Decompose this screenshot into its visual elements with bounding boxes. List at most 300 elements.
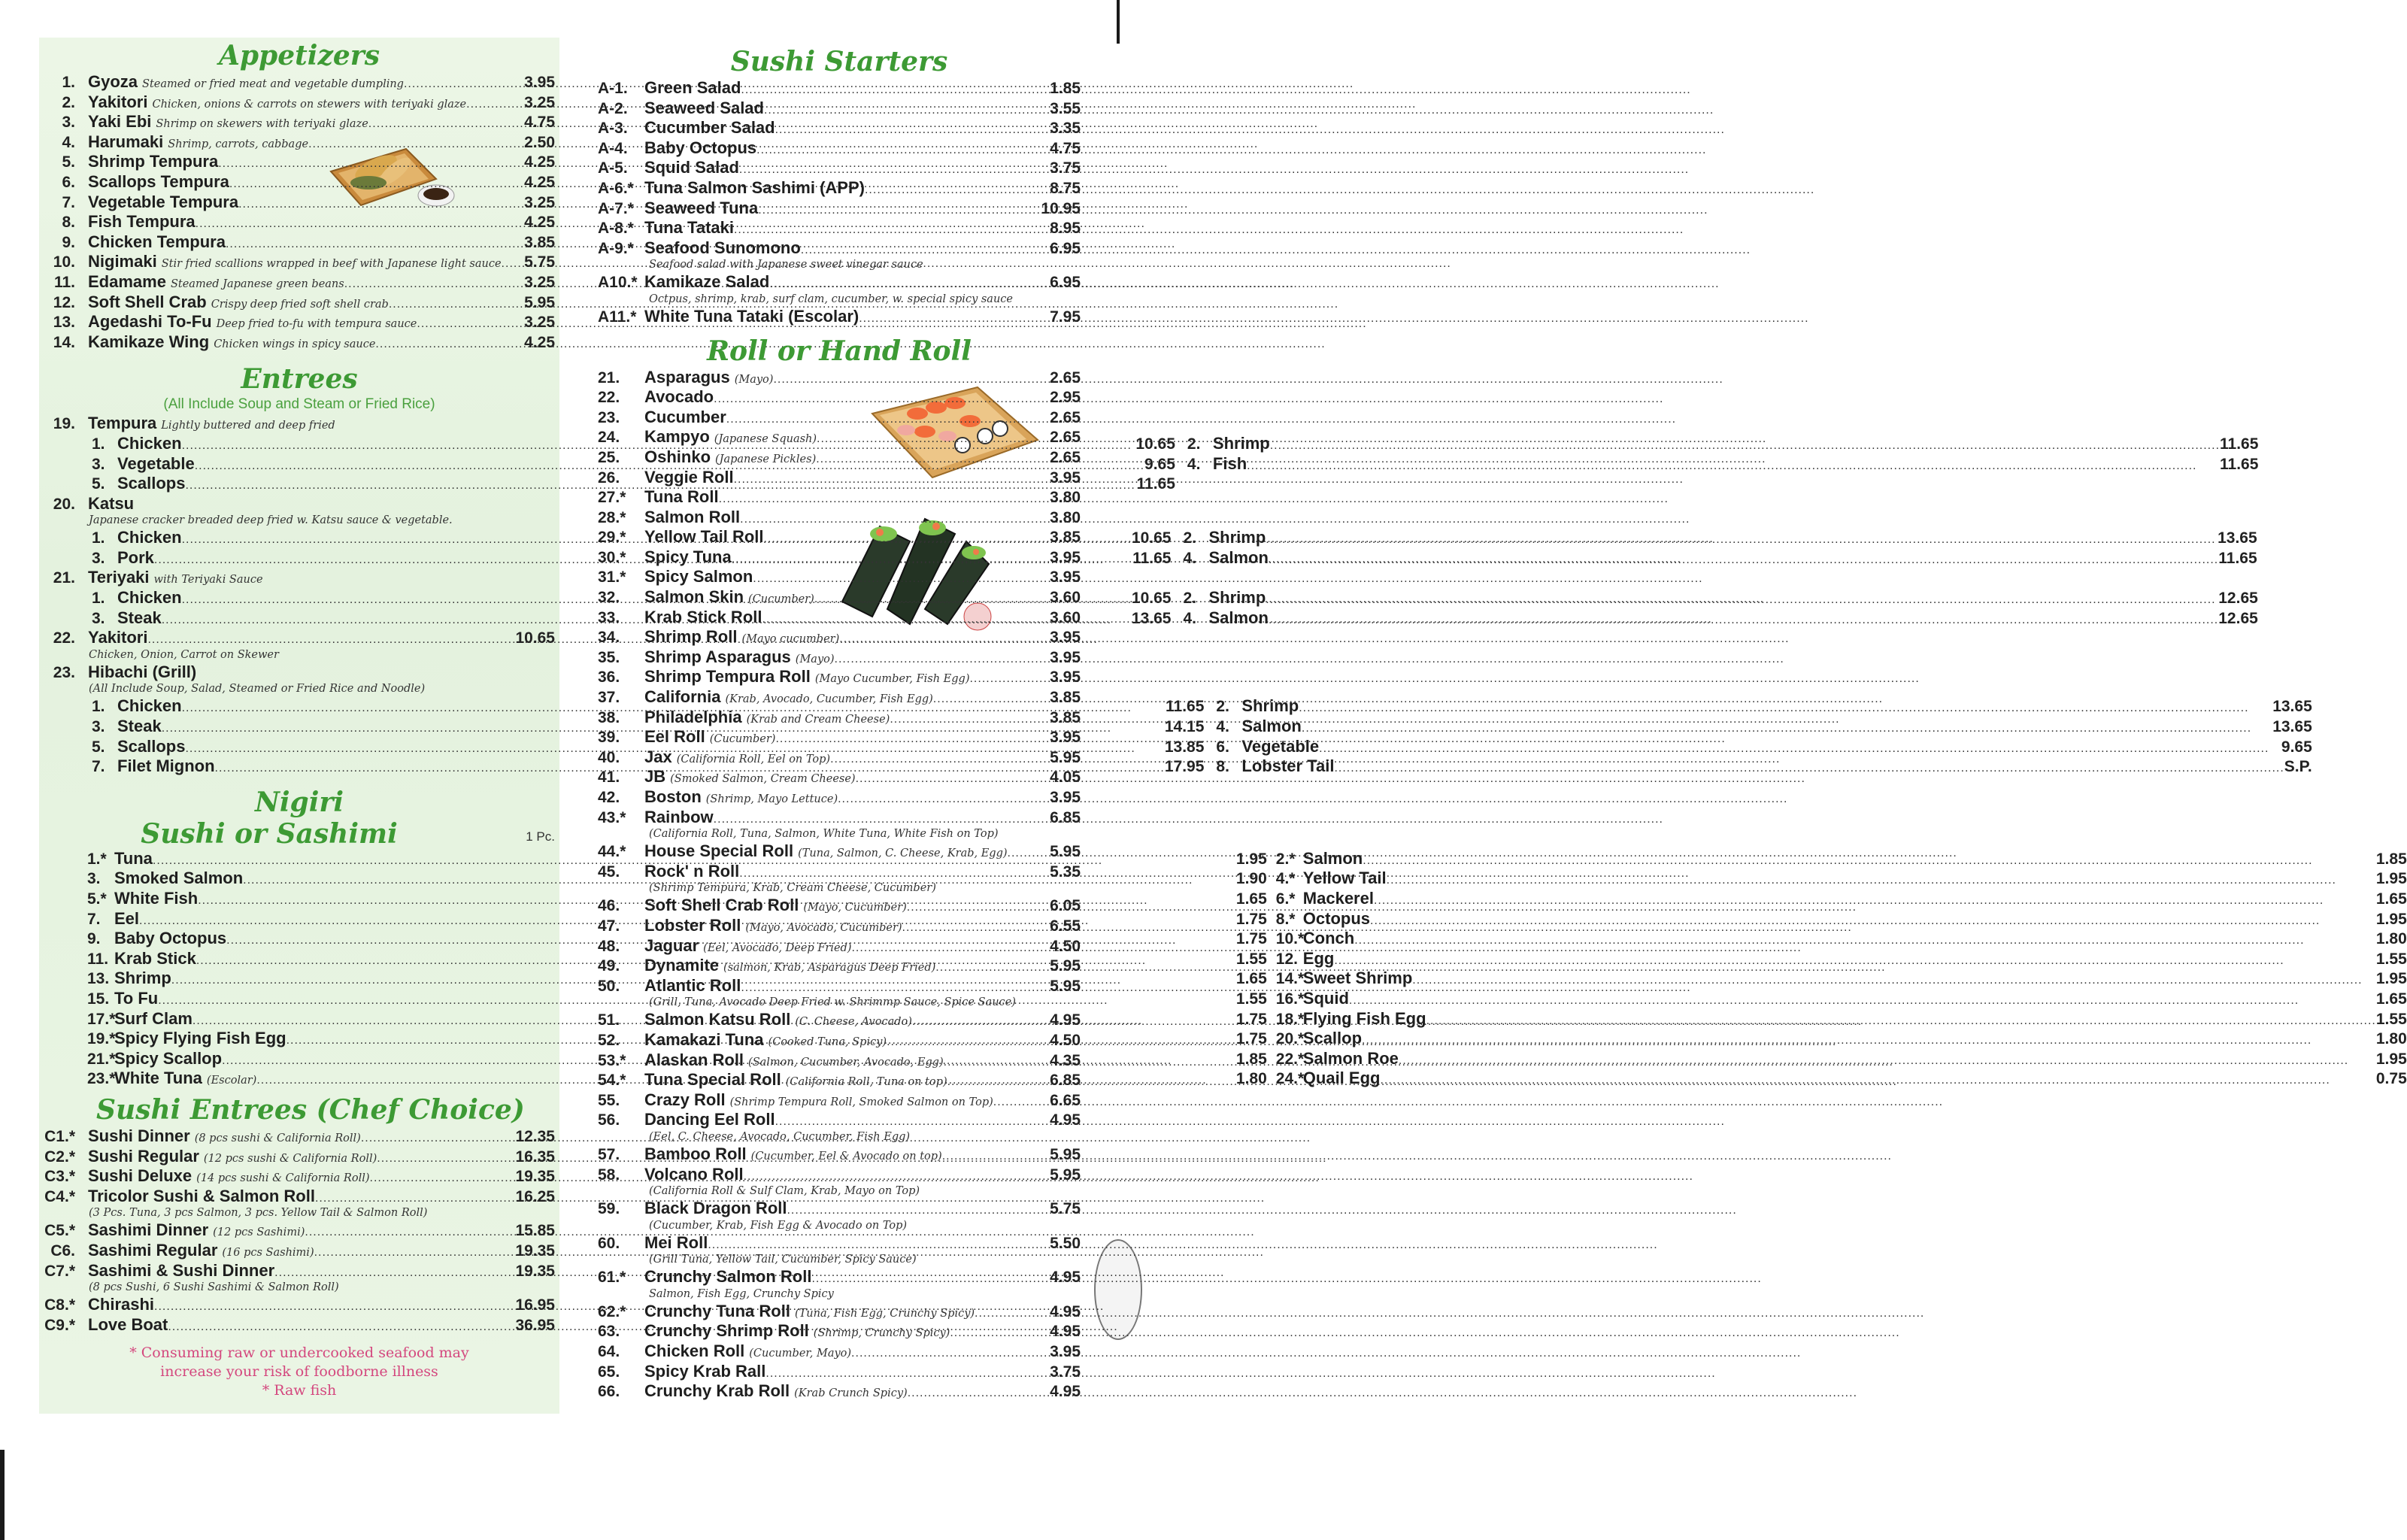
item-number: 24. — [598, 429, 620, 447]
option-price: 1.80 — [2375, 930, 2407, 948]
item-price: 3.95 — [524, 74, 555, 91]
dot-leader — [835, 650, 1050, 670]
item-number: A-7.* — [598, 199, 634, 217]
option-price: 1.85 — [1235, 1050, 1267, 1068]
option-number: 9. — [87, 930, 101, 948]
item-description: Chicken wings in spicy sauce — [214, 338, 376, 350]
item-number: 50. — [598, 977, 620, 995]
item-price: 6.05 — [1050, 897, 1081, 915]
menu-item — [44, 1126, 555, 1147]
item-number: 43.* — [598, 808, 626, 826]
item-price: 3.25 — [524, 273, 555, 291]
item-number: 32. — [598, 589, 620, 607]
item-number: 7. — [62, 193, 75, 211]
item-name: Boston — [644, 787, 702, 806]
item-name: JB — [644, 767, 666, 787]
piece-label: 1 Pc. — [526, 829, 555, 844]
option-name: Sweet Shrimp — [1302, 969, 1413, 988]
menu-item — [598, 99, 1081, 119]
dot-leader — [817, 429, 1050, 450]
dot-leader — [775, 120, 1050, 141]
menu-item — [44, 332, 555, 353]
menu-item — [598, 1110, 1081, 1130]
menu-item — [598, 387, 1081, 408]
item-price: 4.95 — [1050, 1383, 1081, 1401]
item-number: 65. — [598, 1363, 620, 1381]
option-number: 23.* — [87, 1070, 116, 1088]
item-number: 3. — [62, 114, 75, 132]
rolls-heading: Roll or Hand Roll — [707, 335, 972, 367]
item-price: 4.75 — [1050, 139, 1081, 157]
item-name: Scallops Tempura — [88, 171, 229, 191]
item-price: 4.05 — [1050, 768, 1081, 787]
item-number: 46. — [598, 897, 620, 915]
menu-item — [44, 414, 555, 434]
option-name: Chicken — [117, 696, 182, 716]
item-number: 31.* — [598, 568, 626, 587]
option-number: 1. — [92, 698, 105, 716]
option-number: 24.* — [1275, 1070, 1305, 1088]
menu-item — [44, 1315, 555, 1335]
item-description: (Japanese Pickles) — [715, 453, 817, 465]
menu-item — [44, 293, 555, 313]
item-price: 3.25 — [524, 314, 555, 332]
item-number: A-4. — [598, 139, 628, 157]
item-number: 12. — [53, 293, 75, 311]
dot-leader — [933, 690, 1050, 710]
item-name: Seafood Sunomono — [644, 238, 801, 257]
item-price: 4.95 — [1050, 1011, 1081, 1029]
menu-item — [598, 667, 1081, 687]
item-description: (14 pcs sushi & California Roll) — [196, 1172, 370, 1185]
item-number: 23. — [53, 663, 75, 681]
item-name: Edamame — [88, 271, 166, 291]
menu-item — [598, 368, 1081, 388]
dot-leader — [734, 470, 1050, 490]
item-note: Chicken, Onion, Carrot on Skewer — [89, 648, 279, 661]
option-number: 6. — [1216, 738, 1229, 756]
item-number: A-3. — [598, 120, 628, 138]
item-number: 38. — [598, 708, 620, 726]
sushi-entrees-list — [44, 1126, 555, 1335]
item-price: 3.95 — [1050, 668, 1081, 687]
item-price: 4.50 — [1050, 1031, 1081, 1049]
item-price: 7.95 — [1050, 308, 1081, 326]
item-description: Chicken, onions & carrots on stewers with teriyaki glaze — [152, 98, 467, 111]
menu-item — [598, 767, 1081, 787]
dot-leader — [944, 1053, 1050, 1073]
menu-item — [598, 1267, 1081, 1287]
item-price: 5.95 — [1050, 1166, 1081, 1184]
dot-leader — [908, 1384, 1050, 1404]
sushi-starters-heading: Sushi Starters — [730, 46, 948, 77]
option-name: Quail Egg — [1302, 1069, 1381, 1088]
option-price: S.P. — [2284, 758, 2312, 776]
option-price: 1.80 — [2375, 1030, 2407, 1048]
item-price: 2.65 — [1050, 448, 1081, 466]
menu-item — [598, 307, 1081, 327]
item-name: Crunchy Tuna Roll — [644, 1301, 790, 1320]
option-price: 10.65 — [1131, 529, 1172, 547]
item-price: 5.95 — [1050, 748, 1081, 766]
item-price: 3.85 — [524, 233, 555, 251]
item-description: (Cucumber, Eel & Avocado on top) — [750, 1150, 942, 1163]
option-name: Eel — [114, 908, 140, 928]
item-description: Steamed or fried meat and vegetable dumpling — [142, 78, 404, 90]
item-name: Krab Stick Roll — [644, 607, 762, 626]
item-name: Avocado — [644, 387, 714, 407]
dot-leader — [969, 669, 1050, 690]
option-number: 3. — [92, 609, 105, 627]
item-number: 41. — [598, 768, 620, 787]
item-description: Stir fried scallions wrapped in beef with Japanese light sauce — [161, 258, 502, 271]
item-price: 3.95 — [1050, 1343, 1081, 1361]
dot-leader — [308, 135, 524, 155]
option-number: 13. — [87, 970, 110, 988]
option-number: 17.* — [87, 1010, 116, 1028]
item-name: Hibachi (Grill) — [88, 662, 197, 681]
item-number: 2. — [62, 93, 75, 111]
item-number: 19. — [53, 415, 75, 433]
item-name: Mei Roll — [644, 1232, 708, 1252]
item-price: 3.60 — [1050, 589, 1081, 607]
menu-item — [598, 567, 1081, 587]
item-name: Asparagus — [644, 367, 730, 387]
option-price: 9.65 — [2281, 738, 2312, 756]
dot-leader — [502, 254, 525, 274]
menu-item — [598, 727, 1081, 747]
item-name: Sashimi & Sushi Dinner — [88, 1260, 275, 1280]
item-description: (Cooked Tuna, Spicy) — [768, 1035, 887, 1048]
item-price: 6.95 — [1050, 239, 1081, 257]
dot-leader — [708, 1235, 1050, 1256]
item-number: 49. — [598, 957, 620, 975]
option-name: Conch — [1302, 929, 1355, 948]
menu-item — [598, 1165, 1081, 1185]
item-name: Soft Shell Crab Roll — [644, 896, 799, 915]
item-name: Crunchy Salmon Roll — [644, 1267, 812, 1287]
dot-leader — [912, 1012, 1050, 1032]
dot-leader — [865, 180, 1050, 201]
option-name: Salmon Roe — [1302, 1048, 1399, 1068]
item-name: Tuna Tataki — [644, 218, 734, 238]
menu-item — [598, 896, 1081, 916]
dot-leader — [714, 810, 1050, 830]
item-price: 6.65 — [1050, 1091, 1081, 1109]
item-description: with Teriyaki Sauce — [153, 574, 263, 587]
item-number: C6. — [50, 1241, 75, 1260]
item-description: (salmon, Krab, Asparagus Deep Fried) — [723, 962, 936, 975]
appetizers-heading: Appetizers — [218, 40, 380, 71]
option-number: 3. — [87, 870, 101, 888]
option-name: Surf Clam — [114, 1008, 192, 1028]
item-description: (Mayo) — [734, 373, 774, 386]
option-number: 21.* — [87, 1050, 116, 1068]
item-name: Nigimaki — [88, 252, 157, 271]
item-name: Chirashi — [88, 1295, 155, 1314]
item-name: Seaweed Salad — [644, 98, 764, 117]
item-name: Bamboo Roll — [644, 1144, 747, 1163]
item-price: 3.95 — [1050, 789, 1081, 806]
item-note: Salmon, Fish Egg, Crunchy Spicy — [649, 1287, 834, 1300]
item-number: C5.* — [44, 1222, 75, 1240]
option-number: 3. — [92, 549, 105, 567]
item-name: Shrimp Asparagus — [644, 647, 791, 666]
item-number: 21. — [598, 368, 620, 387]
dot-leader — [168, 1317, 515, 1338]
item-price: 5.75 — [1050, 1200, 1081, 1218]
item-number: 33. — [598, 608, 620, 626]
item-price: 4.95 — [1050, 1111, 1081, 1129]
item-number: 61.* — [598, 1269, 626, 1287]
item-description: (Tuna, Fish Egg, Crunchy Spicy) — [794, 1307, 975, 1320]
dot-leader — [775, 1112, 1050, 1132]
item-name: Spicy Krab Rall — [644, 1361, 766, 1381]
item-price: 2.65 — [1050, 408, 1081, 426]
menu-item — [44, 1241, 555, 1261]
item-name: Yakitori — [88, 628, 148, 647]
item-name: Seaweed Tuna — [644, 198, 759, 217]
item-price: 10.65 — [515, 629, 555, 647]
dot-leader — [816, 450, 1050, 470]
menu-item — [598, 218, 1081, 238]
option-note: (Escolar) — [206, 1075, 257, 1087]
option-number: 1. — [92, 590, 105, 608]
option-number: 3. — [92, 718, 105, 736]
raw-food-warning — [44, 1344, 555, 1400]
dot-leader — [314, 1243, 516, 1263]
option-name: Shrimp — [1241, 696, 1299, 716]
item-description: Crispy deep fried soft shell crab — [211, 298, 389, 311]
dot-leader — [838, 790, 1050, 810]
option-price: 11.65 — [2220, 435, 2259, 453]
option-price: 1.85 — [2375, 850, 2407, 868]
item-name: Chicken Roll — [644, 1341, 745, 1361]
item-number: 58. — [598, 1166, 620, 1184]
item-price: 4.75 — [524, 114, 555, 132]
item-price: 10.95 — [1041, 199, 1081, 217]
item-note: (All Include Soup, Salad, Steamed or Fried Rice and Noodle) — [89, 683, 426, 696]
menu-item — [44, 252, 555, 272]
item-price: 3.85 — [1050, 708, 1081, 726]
item-name: Black Dragon Roll — [644, 1199, 787, 1218]
item-number: 1. — [62, 74, 75, 91]
item-note: Seafood salad with Japanese sweet vinegar sauce — [649, 259, 923, 271]
item-price: 5.50 — [1050, 1234, 1081, 1252]
entrees-subtitle: (All Include Soup and Steam or Fried Rice) — [163, 396, 435, 413]
item-price: 3.80 — [1050, 508, 1081, 526]
menu-item — [44, 1147, 555, 1167]
item-number: 13. — [53, 314, 75, 332]
scan-edge-mark — [0, 1450, 5, 1540]
option-number: 6.* — [1275, 890, 1296, 908]
item-price: 6.85 — [1050, 808, 1081, 826]
item-description: (Krab, Avocado, Cucumber, Fish Egg) — [725, 693, 933, 706]
right-column — [598, 44, 1081, 1402]
dot-leader — [764, 529, 1050, 550]
item-number: 20. — [53, 495, 75, 513]
item-name: Crunchy Shrimp Roll — [644, 1321, 809, 1341]
item-number: 39. — [598, 729, 620, 747]
item-name: Sushi Deluxe — [88, 1166, 192, 1186]
item-number: 55. — [598, 1091, 620, 1109]
item-number: 10. — [53, 253, 75, 271]
item-price: 4.25 — [524, 214, 555, 232]
dot-leader — [830, 750, 1050, 770]
menu-item — [44, 312, 555, 332]
dot-leader — [744, 1167, 1050, 1187]
sushi-starters-list — [598, 78, 1081, 327]
item-number: C3.* — [44, 1168, 75, 1186]
item-number: 66. — [598, 1383, 620, 1401]
item-price: 16.25 — [515, 1187, 555, 1205]
dot-leader — [196, 214, 525, 235]
dot-leader — [147, 630, 515, 650]
item-description: (Tuna, Salmon, C. Cheese, Krab, Egg) — [798, 847, 1008, 860]
item-price: 8.75 — [1050, 179, 1081, 197]
dot-leader — [726, 410, 1050, 430]
dot-leader — [907, 898, 1050, 918]
item-price: 2.50 — [524, 133, 555, 151]
dot-leader — [887, 1032, 1050, 1053]
item-price: 4.95 — [1050, 1269, 1081, 1287]
item-name: Gyoza — [88, 72, 138, 91]
menu-item — [44, 1261, 555, 1281]
item-name: Cucumber Salad — [644, 118, 775, 138]
option-price: 14.15 — [1164, 718, 1205, 736]
item-note: (Grill, Tuna, Avocado Deep Fried w. Shrimmp Sauce, Spice Sauce) — [649, 996, 1016, 1009]
warning-line: * Consuming raw or undercooked seafood may — [129, 1344, 469, 1362]
option-number: 1. — [92, 435, 105, 453]
item-price: 5.95 — [1050, 843, 1081, 861]
option-number: 4.* — [1275, 870, 1296, 888]
item-price: 5.75 — [524, 253, 555, 271]
item-description: (Mayo Cucumber, Fish Egg) — [814, 673, 970, 686]
menu-item — [598, 1362, 1081, 1382]
option-price: 10.65 — [1131, 590, 1172, 608]
item-name: House Special Roll — [644, 841, 794, 861]
dot-leader — [719, 490, 1050, 510]
option-price: 1.95 — [1235, 850, 1267, 868]
item-note: (8 pcs Sushi, 6 Sushi Sashimi & Salmon Roll) — [89, 1281, 339, 1294]
item-number: 52. — [598, 1031, 620, 1049]
option-name: Vegetable — [117, 453, 195, 473]
menu-item — [598, 78, 1081, 99]
menu-item — [598, 118, 1081, 138]
item-description: (Japanese Squash) — [714, 433, 817, 446]
item-name: Sushi Regular — [88, 1146, 199, 1166]
item-number: 23. — [598, 408, 620, 426]
menu-item — [598, 862, 1081, 882]
item-name: Oshinko — [644, 447, 711, 466]
option-number: 8.* — [1275, 910, 1296, 928]
menu-item — [598, 178, 1081, 199]
item-description: (Smoked Salmon, Cream Cheese) — [670, 773, 856, 786]
option-number: 10.* — [1275, 930, 1305, 948]
item-name: White Tuna Tataki (Escolar) — [644, 306, 859, 326]
item-description: (8 pcs sushi & California Roll) — [194, 1132, 361, 1144]
item-number: 64. — [598, 1343, 620, 1361]
dot-leader — [769, 274, 1050, 295]
option-name: Shrimp — [114, 969, 171, 988]
menu-item — [598, 408, 1081, 428]
item-name: Jaguar — [644, 935, 699, 955]
dot-leader — [775, 729, 1050, 750]
option-name: Scallops — [117, 736, 186, 756]
item-name: Salmon Skin — [644, 587, 744, 607]
item-price: 16.35 — [515, 1147, 555, 1166]
option-price: 1.75 — [1235, 1030, 1267, 1048]
option-name: Octopus — [1302, 908, 1371, 928]
option-price: 9.65 — [1144, 455, 1175, 473]
option-number: 22.* — [1275, 1050, 1305, 1068]
option-price: 13.65 — [2272, 698, 2312, 716]
item-description: (Eel, Avocado, Deep Fried) — [703, 941, 852, 954]
menu-item — [44, 568, 555, 588]
dot-leader — [902, 918, 1050, 938]
option-name: Yellow Tail — [1302, 869, 1387, 888]
option-price: 12.65 — [2218, 609, 2258, 627]
menu-item — [598, 1233, 1081, 1254]
menu-item — [598, 936, 1081, 956]
dot-leader — [361, 1129, 516, 1149]
dot-leader — [226, 235, 524, 255]
item-number: 53.* — [598, 1051, 626, 1069]
item-description: (Shrimp, Mayo Lettuce) — [705, 793, 838, 805]
dot-leader — [305, 1223, 515, 1243]
menu-item — [598, 787, 1081, 808]
option-name: White Fish — [114, 889, 199, 908]
item-price: 2.65 — [1050, 368, 1081, 387]
item-name: Kamakazi Tuna — [644, 1029, 764, 1049]
option-name: Spicy Flying Fish Egg — [114, 1029, 286, 1048]
option-price: 11.65 — [1166, 698, 1205, 716]
item-name: Love Boat — [88, 1314, 168, 1334]
item-price: 3.95 — [1050, 729, 1081, 747]
item-name: California — [644, 687, 721, 707]
option-number: 14.* — [1275, 970, 1305, 988]
dot-leader — [814, 590, 1050, 610]
dot-leader — [370, 1169, 516, 1189]
item-name: Sushi Dinner — [88, 1126, 190, 1145]
option-name: Vegetable — [1241, 736, 1320, 756]
item-name: Chicken Tempura — [88, 232, 226, 251]
item-name: Harumaki — [88, 132, 164, 151]
item-number: 30.* — [598, 548, 626, 566]
item-name: Tuna Salmon Sashimi (APP) — [644, 177, 865, 197]
option-number: 7. — [87, 910, 101, 928]
item-price: 3.75 — [1050, 159, 1081, 177]
menu-item — [598, 687, 1081, 708]
menu-item — [598, 627, 1081, 647]
option-price: 13.65 — [2272, 718, 2312, 736]
option-number: 2. — [1183, 590, 1196, 608]
option-price: 1.95 — [2375, 1050, 2407, 1068]
item-number: 62.* — [598, 1302, 626, 1320]
option-price: 1.65 — [2375, 990, 2407, 1008]
option-price: 1.75 — [1235, 910, 1267, 928]
item-name: Teriyaki — [88, 568, 150, 587]
item-number: 45. — [598, 862, 620, 881]
warning-line: increase your risk of foodborne illness — [160, 1363, 438, 1381]
option-number: 16.* — [1275, 990, 1305, 1008]
dot-leader — [851, 1344, 1050, 1364]
item-name: Spicy Salmon — [644, 567, 753, 587]
option-number: 4. — [1216, 718, 1229, 736]
menu-item — [44, 1220, 555, 1241]
item-number: 5. — [62, 153, 75, 171]
item-name: Spicy Tuna — [644, 547, 732, 566]
